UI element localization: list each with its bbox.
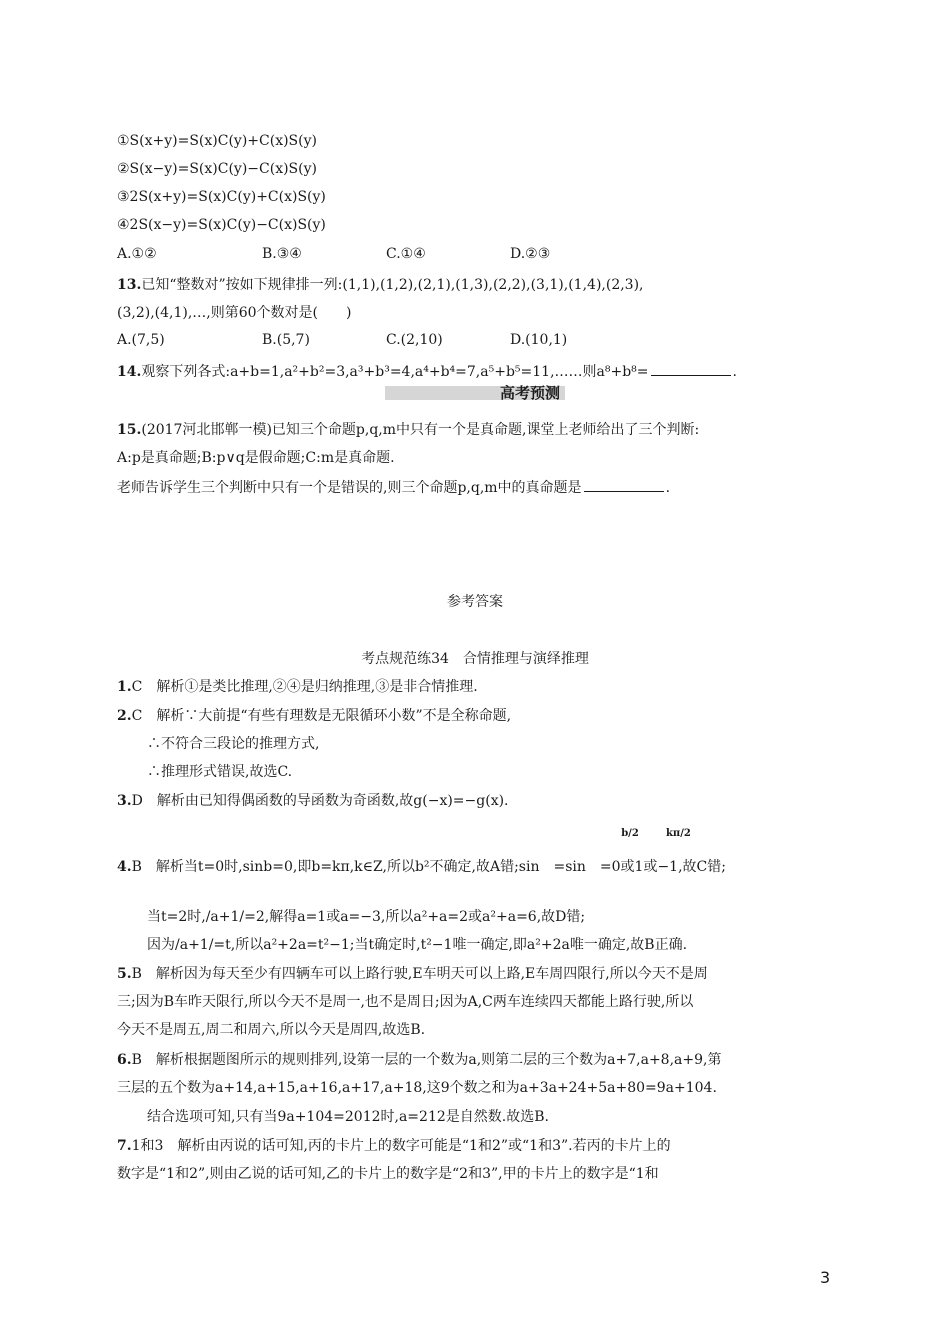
answer-4-line-3: 因为/a+1/=t,所以a²+2a=t²−1;当t确定时,t²−1唯一确定,即a²+2a唯一确定,故B正确. xyxy=(147,937,688,953)
q14-line: 14.观察下列各式:a+b=1,a²+b²=3,a³+b³=4,a⁴+b⁴=7,a⁵+b⁵=11,……则a⁸+b⁸= . xyxy=(117,361,737,381)
q12-statement-3: ③2S(x+y)=S(x)C(y)+C(x)S(y) xyxy=(117,189,326,205)
q12-statement-1: ①S(x+y)=S(x)C(y)+C(x)S(y) xyxy=(117,133,317,149)
q14-number: 14. xyxy=(117,364,142,380)
q12-option-c: C.①④ xyxy=(386,246,426,262)
answer-5: 5.B 解析因为每天至少有四辆车可以上路行驶,E车明天可以上路,E车周四限行,所以今天不是周 xyxy=(117,966,708,982)
q14-answer-blank xyxy=(651,361,731,376)
answer-6-line-2: 三层的五个数为a+14,a+15,a+16,a+17,a+18,这9个数之和为a+3a+24+5a+80=9a+104. xyxy=(117,1080,717,1096)
q15-line-3: 老师告诉学生三个判断中只有一个是错误的,则三个命题p,q,m中的真命题是 . xyxy=(117,477,670,497)
answer-2: 2.C 解析∵大前提“有些有理数是无限循环小数”不是全称命题, xyxy=(117,708,512,724)
answers-title: 参考答案 xyxy=(447,594,503,610)
q15-line-1: 15.(2017河北邯郸一模)已知三个命题p,q,m中只有一个是真命题,课堂上老师给出了三个判断: xyxy=(117,422,700,438)
q12-option-b: B.③④ xyxy=(262,246,302,262)
q13-option-c: C.(2,10) xyxy=(386,332,443,348)
answer-4-line-2: 当t=2时,/a+1/=2,解得a=1或a=−3,所以a²+a=2或a²+a=6,故D错; xyxy=(147,909,586,925)
answer-6-line-3: 结合选项可知,只有当9a+104=2012时,a=212是自然数.故选B. xyxy=(147,1109,549,1125)
answer-4: 4.B 解析当t=0时,sinb=0,即b=kπ,k∈Z,所以b²不确定,故A错;sin =sin =0或1或−1,故C错; xyxy=(117,859,726,875)
q13-option-b: B.(5,7) xyxy=(262,332,310,348)
answer-6: 6.B 解析根据题图所示的规则排列,设第一层的一个数为a,则第二层的三个数为a+7,a+8,a+9,第 xyxy=(117,1052,722,1068)
answer-4-fraction-1: b/2 xyxy=(621,828,639,839)
q15-line-2: A:p是真命题;B:p∨q是假命题;C:m是真命题. xyxy=(117,450,395,466)
section-title: 高考预测 xyxy=(500,384,561,402)
answer-1: 1.C 解析①是类比推理,②④是归纳推理,③是非合情推理. xyxy=(117,679,478,695)
answer-3: 3.D 解析由已知得偶函数的导函数为奇函数,故g(−x)=−g(x). xyxy=(117,793,509,809)
answer-4-fraction-2: kπ/2 xyxy=(666,828,691,839)
q13-option-d: D.(10,1) xyxy=(510,332,568,348)
answer-5-line-3: 今天不是周五,周二和周六,所以今天是周四,故选B. xyxy=(117,1022,426,1038)
q12-option-d: D.②③ xyxy=(510,246,551,262)
exercise-title: 考点规范练34 合情推理与演绎推理 xyxy=(361,651,589,667)
answer-7-line-2: 数字是“1和2”,则由乙说的话可知,乙的卡片上的数字是“2和3”,甲的卡片上的数字是“1和 xyxy=(117,1166,659,1182)
answer-2-line-2: ∴不符合三段论的推理方式, xyxy=(147,736,320,752)
q13-line-2: (3,2),(4,1),…,则第60个数对是( ) xyxy=(117,305,352,321)
answer-5-line-2: 三;因为B车昨天限行,所以今天不是周一,也不是周日;因为A,C两车连续四天都能上路行驶,所以 xyxy=(117,994,694,1010)
q13-number: 13. xyxy=(117,277,142,293)
q13-line-1: 13.已知“整数对”按如下规律排一列:(1,1),(1,2),(2,1),(1,3),(2,2),(3,1),(1,4),(2,3), xyxy=(117,277,644,293)
q12-statement-4: ④2S(x−y)=S(x)C(y)−C(x)S(y) xyxy=(117,217,326,233)
answer-2-line-3: ∴推理形式错误,故选C. xyxy=(147,764,293,780)
q12-statement-2: ②S(x−y)=S(x)C(y)−C(x)S(y) xyxy=(117,161,317,177)
q13-option-a: A.(7,5) xyxy=(117,332,165,348)
q15-answer-blank xyxy=(584,477,664,492)
answer-7: 7.1和3 解析由丙说的话可知,丙的卡片上的数字可能是“1和2”或“1和3”.若丙的卡片上的 xyxy=(117,1138,671,1154)
q12-option-a: A.①② xyxy=(117,246,157,262)
page-number: 3 xyxy=(820,1268,831,1287)
q15-number: 15. xyxy=(117,422,142,438)
